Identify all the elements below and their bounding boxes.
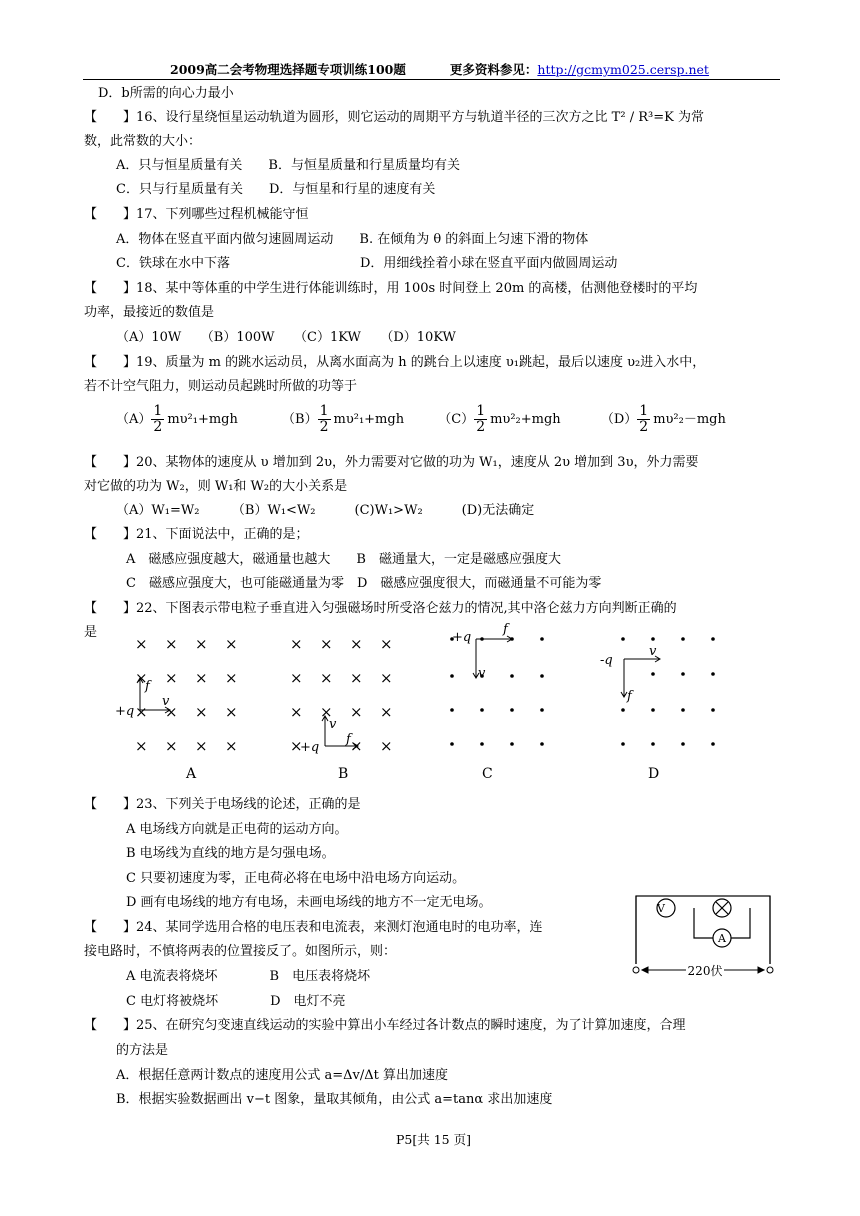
- q20-stem: 【 】20、某物体的速度从 υ 增加到 2υ，外力需要对它做的功为 W₁，速度从 2υ 增加到 3υ，外力需要: [84, 455, 699, 470]
- panel-c-charge: +q: [452, 630, 472, 645]
- panel-a-label: A: [186, 766, 197, 782]
- svg-text:×: ×: [225, 703, 238, 721]
- panel-a-force-label: f: [145, 679, 150, 694]
- svg-text:×: ×: [290, 703, 303, 721]
- q16-stem-cont: 数，此常数的大小：: [84, 134, 202, 149]
- svg-text:×: ×: [380, 669, 393, 687]
- page-header: [170, 60, 770, 78]
- q23-option-d: D 画有电场线的地方有电场，未画电场线的地方不一定无电场。: [126, 895, 492, 910]
- q21-options-ab: A 磁感应强度越大，磁通量也越大 B 磁通量大，一定是磁感应强度大: [126, 552, 561, 567]
- q21-stem: 【 】21、下面说法中，正确的是；: [84, 527, 309, 542]
- svg-text:×: ×: [320, 669, 333, 687]
- svg-text:×: ×: [290, 635, 303, 653]
- q22-stem: 【 】22、下图表示带电粒子垂直进入匀强磁场时所受洛仑兹力的情况,其中洛仑兹力方向判断正确的: [84, 601, 677, 616]
- panel-d-force-label: f: [627, 689, 632, 704]
- q25-option-a: A．根据任意两计数点的速度用公式 a=Δv/Δt 算出加速度: [116, 1068, 449, 1083]
- header-title: 2009高二会考物理选择题专项训练100题: [170, 62, 406, 77]
- q24-stem: 【 】24、某同学选用合格的电压表和电流表，来测灯泡通电时的电功率，连: [84, 920, 543, 935]
- q16-options-cd: C．只与行星质量有关 D．与恒星和行星的速度有关: [116, 182, 436, 197]
- header-more-label: 更多资料参见：: [449, 62, 538, 77]
- svg-text:×: ×: [165, 669, 178, 687]
- panel-d-charge: -q: [600, 653, 613, 668]
- svg-text:×: ×: [380, 635, 393, 653]
- panel-a-crosses: [135, 635, 238, 755]
- panel-c-force-label: f: [503, 622, 508, 637]
- q19-stem: 【 】19、质量为 m 的跳水运动员，从离水面高为 h 的跳台上以速度 υ₁跳起，最后以速度 υ₂进入水中，: [84, 355, 706, 370]
- voltage-label: 220伏: [687, 964, 723, 978]
- q19-option-d: （D） $\frac{1}{2}$ mυ²₂－mgh: [600, 403, 726, 435]
- q24-stem-cont: 接电路时，不慎将两表的位置接反了。如图所示，则：: [84, 944, 397, 959]
- q23-stem: 【 】23、下列关于电场线的论述，正确的是: [84, 797, 361, 812]
- terminal-right: [767, 967, 773, 973]
- svg-text:×: ×: [165, 737, 178, 755]
- svg-text:×: ×: [135, 737, 148, 755]
- q20-stem-cont: 对它做的功为 W₂，则 W₁和 W₂的大小关系是: [84, 479, 348, 494]
- terminal-left: [633, 967, 639, 973]
- panel-b-force-label: f: [346, 732, 351, 747]
- q16-options-ab: A．只与恒星质量有关 B．与恒星质量和行星质量均有关: [116, 158, 460, 173]
- panel-a-velocity-label: v: [162, 694, 170, 709]
- panel-a-charge: +q: [115, 704, 135, 719]
- q19-stem-cont: 若不计空气阻力，则运动员起跳时所做的功等于: [84, 379, 358, 394]
- svg-text:×: ×: [350, 737, 363, 755]
- q23-option-c: C 只要初速度为零，正电荷必将在电场中沿电场方向运动。: [126, 871, 466, 886]
- q24-options-cd: C 电灯将被烧坏 D 电灯不亮: [126, 994, 346, 1009]
- q19-option-a: （A） $\frac{1}{2}$ mυ²₁+mgh: [116, 403, 238, 435]
- q18-stem-cont: 功率，最接近的数值是: [84, 305, 215, 320]
- page-footer: P5[共 15 页]: [396, 1132, 471, 1147]
- svg-text:×: ×: [165, 635, 178, 653]
- panel-d-label: D: [648, 766, 660, 782]
- header-link[interactable]: http://gcmym025.cersp.net: [537, 62, 709, 77]
- svg-text:×: ×: [320, 703, 333, 721]
- panel-b-label: B: [338, 766, 349, 782]
- svg-text:×: ×: [350, 635, 363, 653]
- svg-text:×: ×: [350, 669, 363, 687]
- q24-options-ab: A 电流表将烧坏 B 电压表将烧坏: [126, 969, 371, 984]
- panel-c-label: C: [482, 766, 493, 782]
- panel-d-dots: [621, 637, 715, 746]
- ammeter-label: A: [718, 932, 726, 945]
- q16-stem: 【 】16、设行星绕恒星运动轨道为圆形，则它运动的周期平方与轨道半径的三次方之比 T² / R³=K 为常: [84, 110, 704, 125]
- q15-option-d: D．b所需的向心力最小: [98, 86, 234, 101]
- q25-stem-cont: 的方法是: [116, 1043, 169, 1058]
- svg-text:×: ×: [225, 635, 238, 653]
- q19-option-b: （B） $\frac{1}{2}$ mυ²₁+mgh: [282, 403, 405, 435]
- panel-c-dots: [450, 637, 544, 746]
- q17-options-cd: C．铁球在水中下落 D．用细线拴着小球在竖直平面内做圆周运动: [116, 256, 618, 271]
- svg-text:×: ×: [195, 703, 208, 721]
- q21-options-cd: C 磁感应强度大，也可能磁通量为零 D 磁感应强度很大，而磁通量不可能为零: [126, 576, 602, 591]
- q19-options: [116, 404, 726, 435]
- panel-b-charge: +q: [300, 740, 320, 755]
- svg-text:×: ×: [135, 703, 148, 721]
- q23-option-b: B 电场线为直线的地方是匀强电场。: [126, 846, 335, 861]
- svg-text:×: ×: [195, 737, 208, 755]
- svg-text:×: ×: [135, 635, 148, 653]
- q18-options: （A）10W （B）100W （C）1KW （D）10KW: [116, 330, 456, 345]
- svg-text:×: ×: [225, 737, 238, 755]
- svg-text:×: ×: [195, 669, 208, 687]
- svg-text:×: ×: [350, 703, 363, 721]
- svg-text:×: ×: [380, 737, 393, 755]
- svg-text:×: ×: [290, 669, 303, 687]
- q17-stem: 【 】17、下列哪些过程机械能守恒: [84, 207, 309, 222]
- svg-text:×: ×: [320, 635, 333, 653]
- svg-text:×: ×: [165, 703, 178, 721]
- circuit-diagram: [626, 888, 776, 988]
- voltmeter-label: V: [657, 902, 665, 915]
- q22-stem-cont: 是: [84, 625, 98, 640]
- q25-option-b: B．根据实验数据画出 v−t 图象，量取其倾角，由公式 a=tanα 求出加速度: [116, 1092, 553, 1107]
- svg-text:×: ×: [225, 669, 238, 687]
- svg-text:×: ×: [135, 669, 148, 687]
- lorentz-force-figure: [100, 620, 720, 790]
- svg-text:×: ×: [290, 737, 303, 755]
- q25-stem: 【 】25、在研究匀变速直线运动的实验中算出小车经过各计数点的瞬时速度，为了计算加速度，合理: [84, 1018, 686, 1033]
- q23-option-a: A 电场线方向就是正电荷的运动方向。: [126, 822, 348, 837]
- q18-stem: 【 】18、某中等体重的中学生进行体能训练时，用 100s 时间登上 20m 的高楼，估测他登楼时的平均: [84, 281, 698, 296]
- q19-option-c: （C） $\frac{1}{2}$ mυ²₂+mgh: [438, 403, 561, 435]
- panel-b-velocity-label: v: [329, 717, 337, 732]
- panel-d-velocity-label: v: [649, 644, 657, 659]
- panel-b-crosses: [290, 635, 393, 755]
- svg-text:×: ×: [195, 635, 208, 653]
- svg-text:×: ×: [380, 703, 393, 721]
- header-rule: [83, 79, 780, 80]
- q17-options-ab: A．物体在竖直平面内做匀速圆周运动 B. 在倾角为 θ 的斜面上匀速下滑的物体: [116, 232, 589, 247]
- q20-options: （A）W₁=W₂ （B）W₁<W₂ (C)W₁>W₂ (D)无法确定: [116, 503, 535, 518]
- panel-c-velocity-label: v: [478, 666, 486, 681]
